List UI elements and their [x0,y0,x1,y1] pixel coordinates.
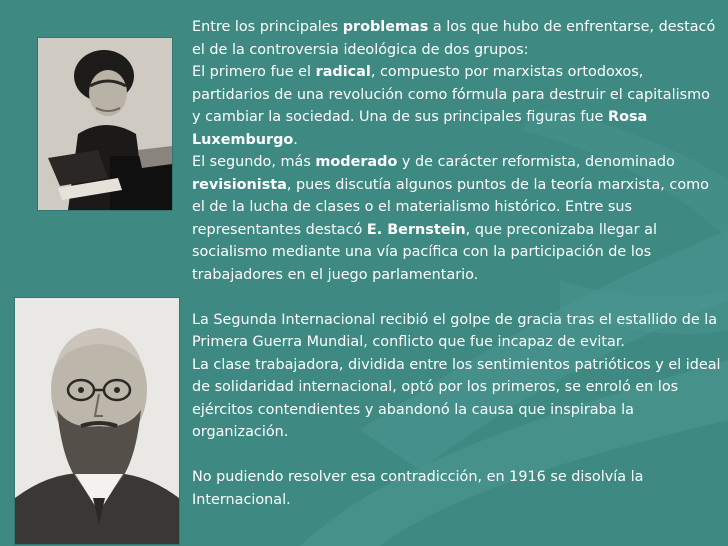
text-segment: El primero fue el [192,64,316,80]
text-segment: , pues discutía algunos puntos de la teoría marxista, como el de la lucha de clases o el materialismo histórico. Entre sus representantes destacó [192,176,709,238]
paragraph-disolucion: No pudiendo resolver esa contradicción, en 1916 se disolvía la Internacional. [192,469,644,508]
keyword-revisionista: revisionista [192,176,287,193]
paragraph-moderado [192,151,722,286]
paragraph-clase-trabajadora: La clase trabajadora, dividida entre los sentimientos patrióticos y el ideal de solidaridad internacional, optó por los primeros, se enroló en los ejércitos contendientes y abandonó la causa que inspiraba la organización. [192,356,721,440]
slide-text [192,16,722,511]
keyword-e-bernstein: E. Bernstein [366,221,466,238]
keyword-problemas: problemas [342,19,429,35]
paragraph-spacer [192,444,722,467]
keyword-rosa-luxemburgo: Rosa Luxemburgo [192,109,648,148]
keyword-radical: radical [315,64,371,80]
text-segment: . [293,131,298,148]
text-segment: Entre los principales [192,19,343,35]
keyword-moderado: moderado [315,154,398,170]
text-segment: El segundo, más [192,154,316,170]
eduard-bernstein-photo [15,298,179,544]
text-segment: y de carácter reformista, denominado [397,154,675,170]
paragraph-segunda-internacional: La Segunda Internacional recibió el golpe de gracia tras el estallido de la Primera Guerra Mundial, conflicto que fue incapaz de evitar. [192,311,718,350]
text-segment: a los que hubo de enfrentarse, destacó el de la controversia ideológica de dos grupos: [192,19,716,58]
paragraph-radical [192,61,722,151]
text-segment: , que preconizaba llegar al socialismo mediante una vía pacífica con la participación de los trabajadores en el juego parlamentario. [192,221,657,283]
text-segment: , compuesto por marxistas ortodoxos, partidarios de una revolución como fórmula para destruir el capitalismo y cambiar la sociedad. Una de sus principales figuras fue [192,64,710,125]
paragraph-problemas [192,16,722,61]
paragraph-spacer [192,286,722,309]
rosa-luxemburgo-photo [38,38,172,210]
